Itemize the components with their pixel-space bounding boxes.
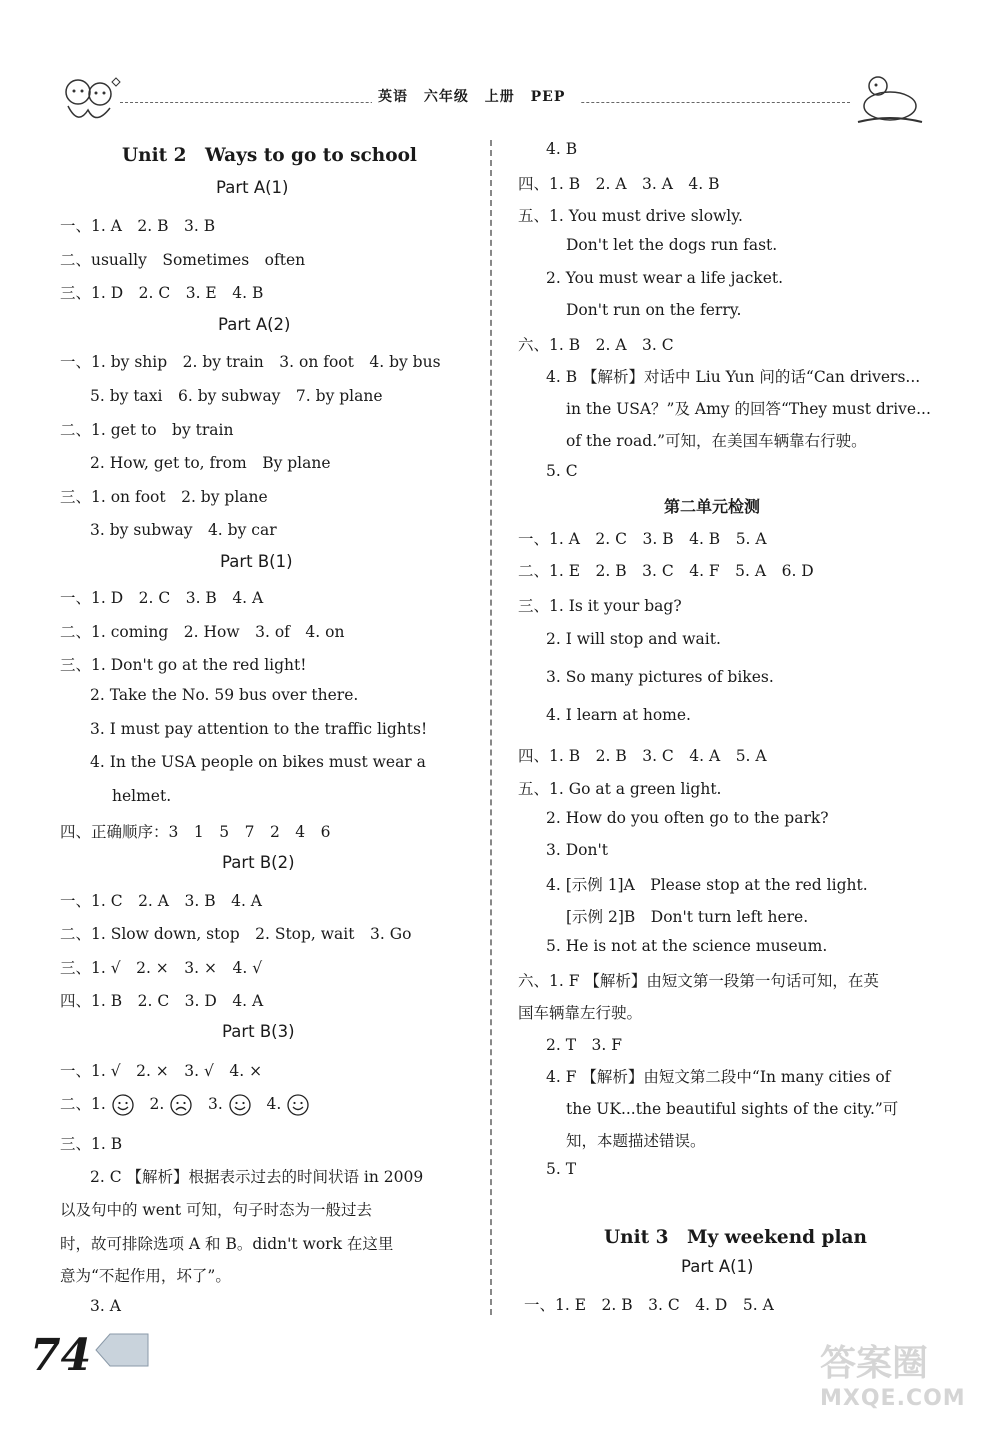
answer-line: 三、1. on foot 2. by plane <box>60 488 268 506</box>
answer-line: 四、1. B 2. A 3. A 4. B <box>518 175 720 193</box>
header-grade: 六年级 <box>423 89 469 105</box>
answer-line: 5. C <box>546 462 578 480</box>
answer-line: 3. I must pay attention to the traffic lights! <box>90 720 428 738</box>
answer-line: 四、1. B 2. C 3. D 4. A <box>60 992 264 1010</box>
answer-line: 五、1. Go at a green light. <box>518 780 722 798</box>
sad-face-icon <box>169 1093 193 1117</box>
answer-line: 三、1. √ 2. × 3. × 4. √ <box>60 959 263 977</box>
answer-line: 一、1. A 2. B 3. B <box>60 217 216 235</box>
answer-line: 一、1. D 2. C 3. B 4. A <box>60 589 264 607</box>
answer-line: 国车辆靠左行驶。 <box>518 1004 643 1022</box>
header-title <box>372 86 581 106</box>
answer-line: 一、1. by ship 2. by train 3. on foot 4. by bus <box>60 353 441 371</box>
answer-line: 4. [示例 1]A Please stop at the red light. <box>546 876 868 894</box>
part-b1-heading: Part B(1) <box>220 552 293 571</box>
answer-line: 以及句中的 went 可知，句子时态为一般过去 <box>60 1201 373 1219</box>
column-divider <box>490 140 492 1315</box>
answer-line: 2. I will stop and wait. <box>546 630 721 648</box>
answer-line: 2. How, get to, from By plane <box>90 454 331 472</box>
part-a2-heading: Part A(2) <box>218 315 291 334</box>
answer-line: 二、1. E 2. B 3. C 4. F 5. A 6. D <box>518 562 814 580</box>
answer-line: 三、1. D 2. C 3. E 4. B <box>60 284 264 302</box>
watermark <box>820 1335 990 1420</box>
answer-line: 二、1. get to by train <box>60 421 234 439</box>
seal-mascot-icon <box>850 70 930 130</box>
answer-line: 四、1. B 2. B 3. C 4. A 5. A <box>518 747 767 765</box>
kids-mascot-icon <box>50 70 130 130</box>
answer-line: 5. T <box>546 1160 577 1178</box>
answer-line: 二、1. coming 2. How 3. of 4. on <box>60 623 345 641</box>
answer-line: 一、1. √ 2. × 3. √ 4. × <box>60 1062 263 1080</box>
answer-line: 5. He is not at the science museum. <box>546 937 828 955</box>
unit3-title: Unit 3 My weekend plan <box>604 1227 867 1248</box>
answer-line: 3. A <box>90 1297 121 1315</box>
unit2-test-heading: 第二单元检测 <box>664 497 761 516</box>
header-edition: PEP <box>530 89 566 105</box>
answer-line: 4. F 【解析】由短文第二段中“In many cities of <box>546 1068 891 1086</box>
answer-line: 2. You must wear a life jacket. <box>546 269 784 287</box>
answer-line: of the road.”可知，在美国车辆靠右行驶。 <box>566 432 867 450</box>
answer-line: 时，故可排除选项 A 和 B。didn't work 在这里 <box>60 1235 394 1253</box>
answer-line: 4. B <box>546 140 578 158</box>
answer-line: 知，本题描述错误。 <box>566 1132 706 1150</box>
answer-line: 三、1. Is it your bag? <box>518 597 682 615</box>
answer-line: 一、1. E 2. B 3. C 4. D 5. A <box>524 1296 774 1314</box>
answer-line: 2. T 3. F <box>546 1036 623 1054</box>
answer-line: 一、1. C 2. A 3. B 4. A <box>60 892 262 910</box>
watermark-url: MXQE.COM <box>820 1386 966 1411</box>
answer-line: 3. by subway 4. by car <box>90 521 277 539</box>
answer-line: 4. B 【解析】对话中 Liu Yun 问的话“Can drivers... <box>546 368 921 386</box>
part-b2-heading: Part B(2) <box>222 853 295 872</box>
page-number: 74 <box>30 1330 92 1381</box>
answer-line: 四、正确顺序：3 1 5 7 2 4 6 <box>60 823 331 841</box>
answer-line: 4. I learn at home. <box>546 706 691 724</box>
answer-line: 五、1. You must drive slowly. <box>518 207 743 225</box>
answer-line: 三、1. B <box>60 1135 123 1153</box>
answer-line: 3. Don't <box>546 841 608 859</box>
header-volume: 上册 <box>484 89 515 105</box>
answer-line: Don't run on the ferry. <box>566 301 742 319</box>
smile-face-icon <box>286 1093 310 1117</box>
part-b3-heading: Part B(3) <box>222 1022 295 1041</box>
answer-line: 二、1. Slow down, stop 2. Stop, wait 3. Go <box>60 925 412 943</box>
answer-line: 六、1. F 【解析】由短文第一段第一句话可知，在英 <box>518 972 879 990</box>
answer-line: 5. by taxi 6. by subway 7. by plane <box>90 387 383 405</box>
answer-line: 三、1. Don't go at the red light! <box>60 656 307 674</box>
unit2-title: Unit 2 Ways to go to school <box>122 145 417 166</box>
answer-line: 2. Take the No. 59 bus over there. <box>90 686 359 704</box>
answer-line: 3. So many pictures of bikes. <box>546 668 774 686</box>
unit3-part-a1-heading: Part A(1) <box>681 1257 754 1276</box>
watermark-title: 答案圈 <box>820 1343 929 1384</box>
smile-face-icon <box>228 1093 252 1117</box>
answer-line: 一、1. A 2. C 3. B 4. B 5. A <box>518 530 767 548</box>
page-number-decoration-icon <box>92 1330 152 1370</box>
answer-line: Don't let the dogs run fast. <box>566 236 778 254</box>
answer-line: in the USA？”及 Amy 的回答“They must drive... <box>566 400 931 418</box>
answer-line: 二、usually Sometimes often <box>60 251 306 269</box>
header-subject: 英语 <box>378 89 408 105</box>
part-a1-heading: Part A(1) <box>216 178 289 197</box>
page-header <box>0 60 1000 130</box>
smiley-answer-line: 二、1. 2. 3. 4. <box>60 1092 310 1117</box>
answer-line: helmet. <box>112 787 172 805</box>
smile-face-icon <box>111 1093 135 1117</box>
answer-line: 六、1. B 2. A 3. C <box>518 336 674 354</box>
answer-line: 2. How do you often go to the park? <box>546 809 829 827</box>
answer-line: 2. C 【解析】根据表示过去的时间状语 in 2009 <box>90 1168 424 1186</box>
answer-line: the UK...the beautiful sights of the city.”可 <box>566 1100 899 1118</box>
answer-line: 意为“不起作用，坏了”。 <box>60 1267 231 1285</box>
answer-line: 4. In the USA people on bikes must wear a <box>90 753 426 771</box>
answer-line: [示例 2]B Don't turn left here. <box>566 908 809 926</box>
